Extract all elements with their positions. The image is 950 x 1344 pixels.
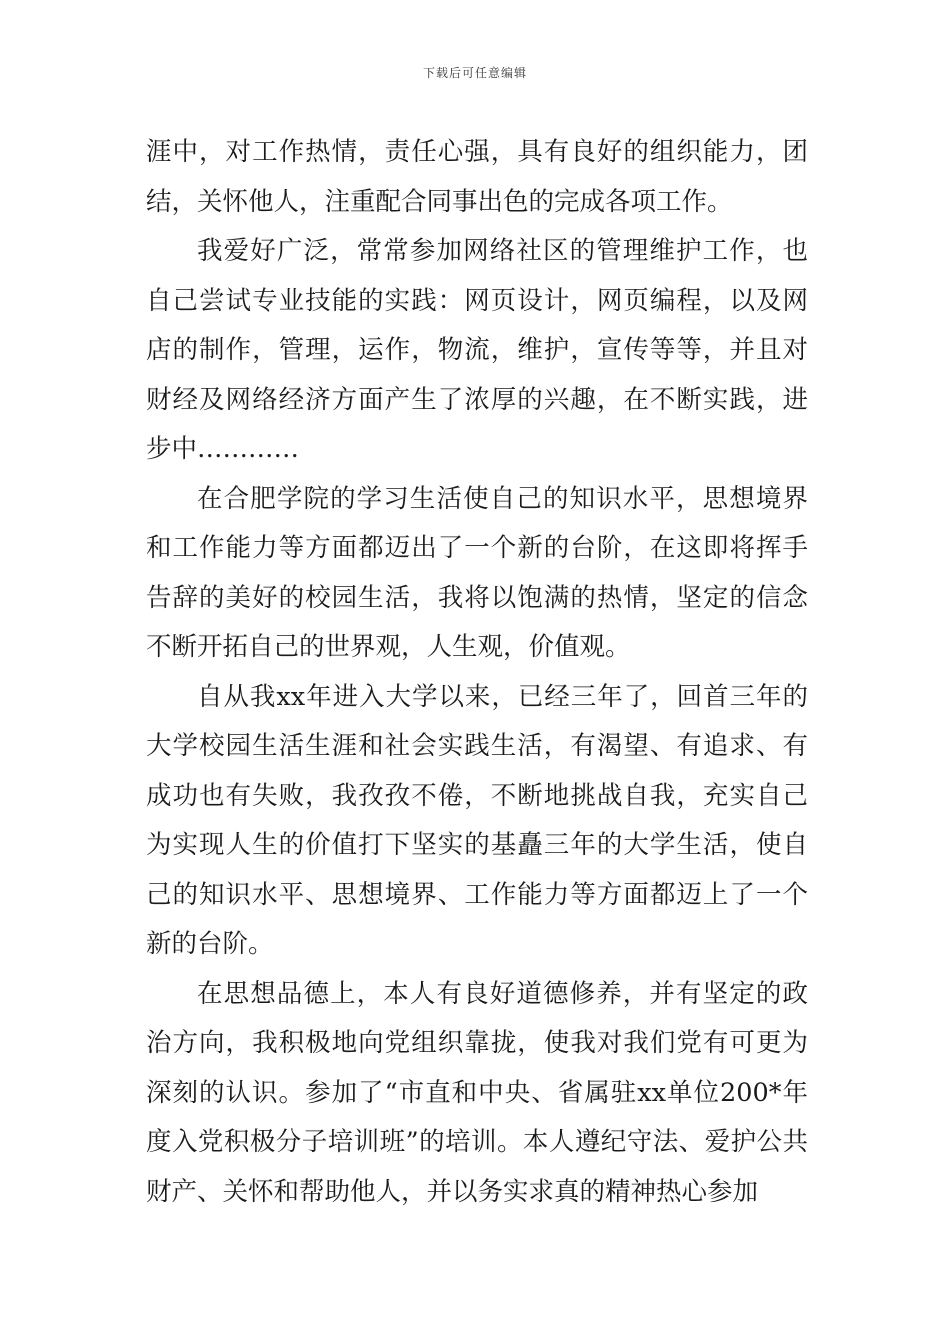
paragraph-5: 在思想品德上，本人有良好道德修养，并有坚定的政治方向，我积极地向党组织靠拢，使我对我们党有可更为深刻的认识。参加了“市直和中央、省属驻xx单位200*年度入党积极分子培训班”的培训。本人遵纪守法、爱护公共财产、关怀和帮助他人，并以务实求真的精神热心参加 bbox=[146, 978, 808, 1207]
header-note: 下载后可任意编辑 bbox=[422, 66, 527, 80]
paragraph-1: 涯中，对工作热情，责任心强，具有良好的组织能力，团结，关怀他人，注重配合同事出色的完成各项工作。 bbox=[146, 137, 808, 217]
paragraph-4: 自从我xx年进入大学以来，已经三年了，回首三年的大学校园生活生涯和社会实践生活，有渴望、有追求、有成功也有失败，我孜孜不倦，不断地挑战自我，充实自己为实现人生的价值打下坚实的基矗三年的大学生活，使自己的知识水平、思想境界、工作能力等方面都迈上了一个新的台阶。 bbox=[146, 681, 808, 959]
paragraph-2: 我爱好广泛，常常参加网络社区的管理维护工作，也自己尝试专业技能的实践：网页设计，网页编程，以及网店的制作，管理，运作，物流，维护，宣传等等，并且对财经及网络经济方面产生了浓厚的兴趣，在不断实践，进步中………… bbox=[146, 236, 808, 464]
paragraph-3: 在合肥学院的学习生活使自己的知识水平，思想境界和工作能力等方面都迈出了一个新的台阶，在这即将挥手告辞的美好的校园生活，我将以饱满的热情，坚定的信念不断开拓自己的世界观，人生观，价值观。 bbox=[146, 483, 808, 662]
document-body bbox=[146, 128, 808, 1217]
